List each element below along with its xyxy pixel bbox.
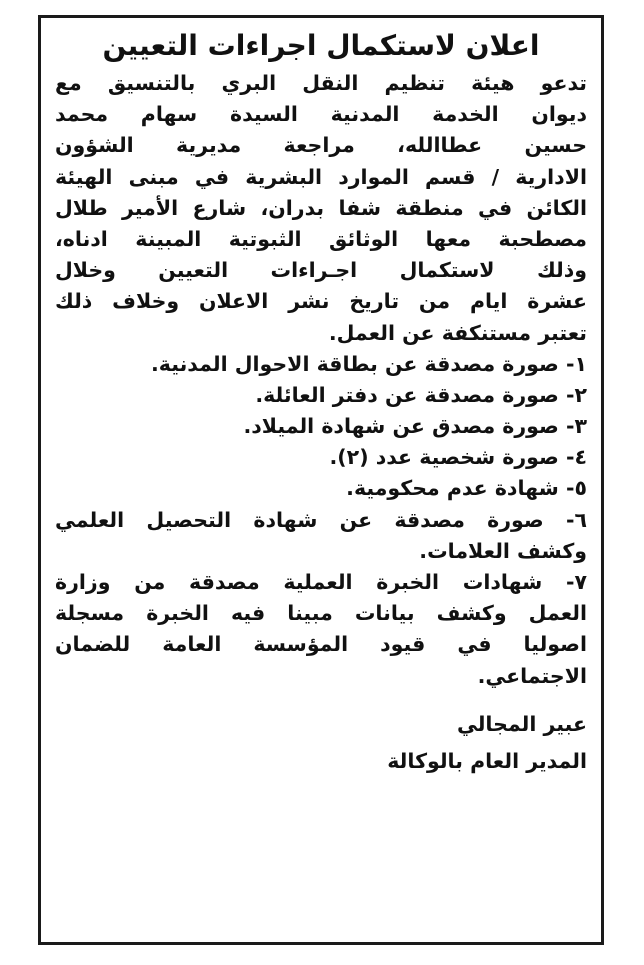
- document-item: ٢- صورة مصدقة عن دفتر العائلة.: [255, 382, 587, 407]
- document-item: وكشف العلامات.: [419, 538, 587, 563]
- document-item: ١- صورة مصدقة عن بطاقة الاحوال المدنية.: [151, 351, 587, 376]
- document-item: ٣- صورة مصدق عن شهادة الميلاد.: [243, 414, 587, 439]
- intro-line: الكائن في منطقة شفا بدران، شارع الأمير طلال: [55, 195, 587, 220]
- announcement-body: [55, 68, 587, 692]
- document-item: ٦- صورة مصدقة عن شهادة التحصيل العلمي: [55, 507, 587, 532]
- intro-line: الادارية / قسم الموارد البشرية في مبنى الهيئة: [55, 164, 587, 189]
- intro-line: ديوان الخدمة المدنية السيدة سهام محمد: [55, 102, 587, 127]
- document-item: العمل وكشف بيانات مبينا فيه الخبرة مسجلة: [55, 601, 587, 626]
- intro-line: وذلك لاستكمال اجـراءات التعيين وخلال: [55, 258, 587, 283]
- intro-line: مصطحبة معها الوثائق الثبوتية المبينة ادناه،: [55, 226, 587, 251]
- document-item: الاجتماعي.: [477, 663, 587, 688]
- intro-line: تعتبر مستنكفة عن العمل.: [328, 320, 587, 345]
- signatory-title: المدير العام بالوكالة: [387, 748, 587, 773]
- intro-line: حسين عطاالله، مراجعة مديرية الشؤون: [55, 133, 587, 158]
- document-item: ٧- شهادات الخبرة العملية مصدقة من وزارة: [55, 570, 587, 594]
- signatory-name: عبير المجالي: [456, 711, 587, 736]
- signature-block: [55, 706, 587, 780]
- document-item: ٤- صورة شخصية عدد (٢).: [329, 445, 587, 470]
- intro-line: تدعو هيئة تنظيم النقل البري بالتنسيق مع: [55, 71, 587, 95]
- intro-line: عشرة ايام من تاريخ نشر الاعلان وخلاف ذلك: [55, 289, 587, 314]
- announcement-frame: [38, 15, 604, 945]
- document-item: اصوليا في قيود المؤسسة العامة للضمان: [55, 632, 587, 657]
- document-item: ٥- شهادة عدم محكومية.: [346, 476, 587, 501]
- announcement-title: اعلان لاستكمال اجراءات التعيين: [102, 29, 540, 62]
